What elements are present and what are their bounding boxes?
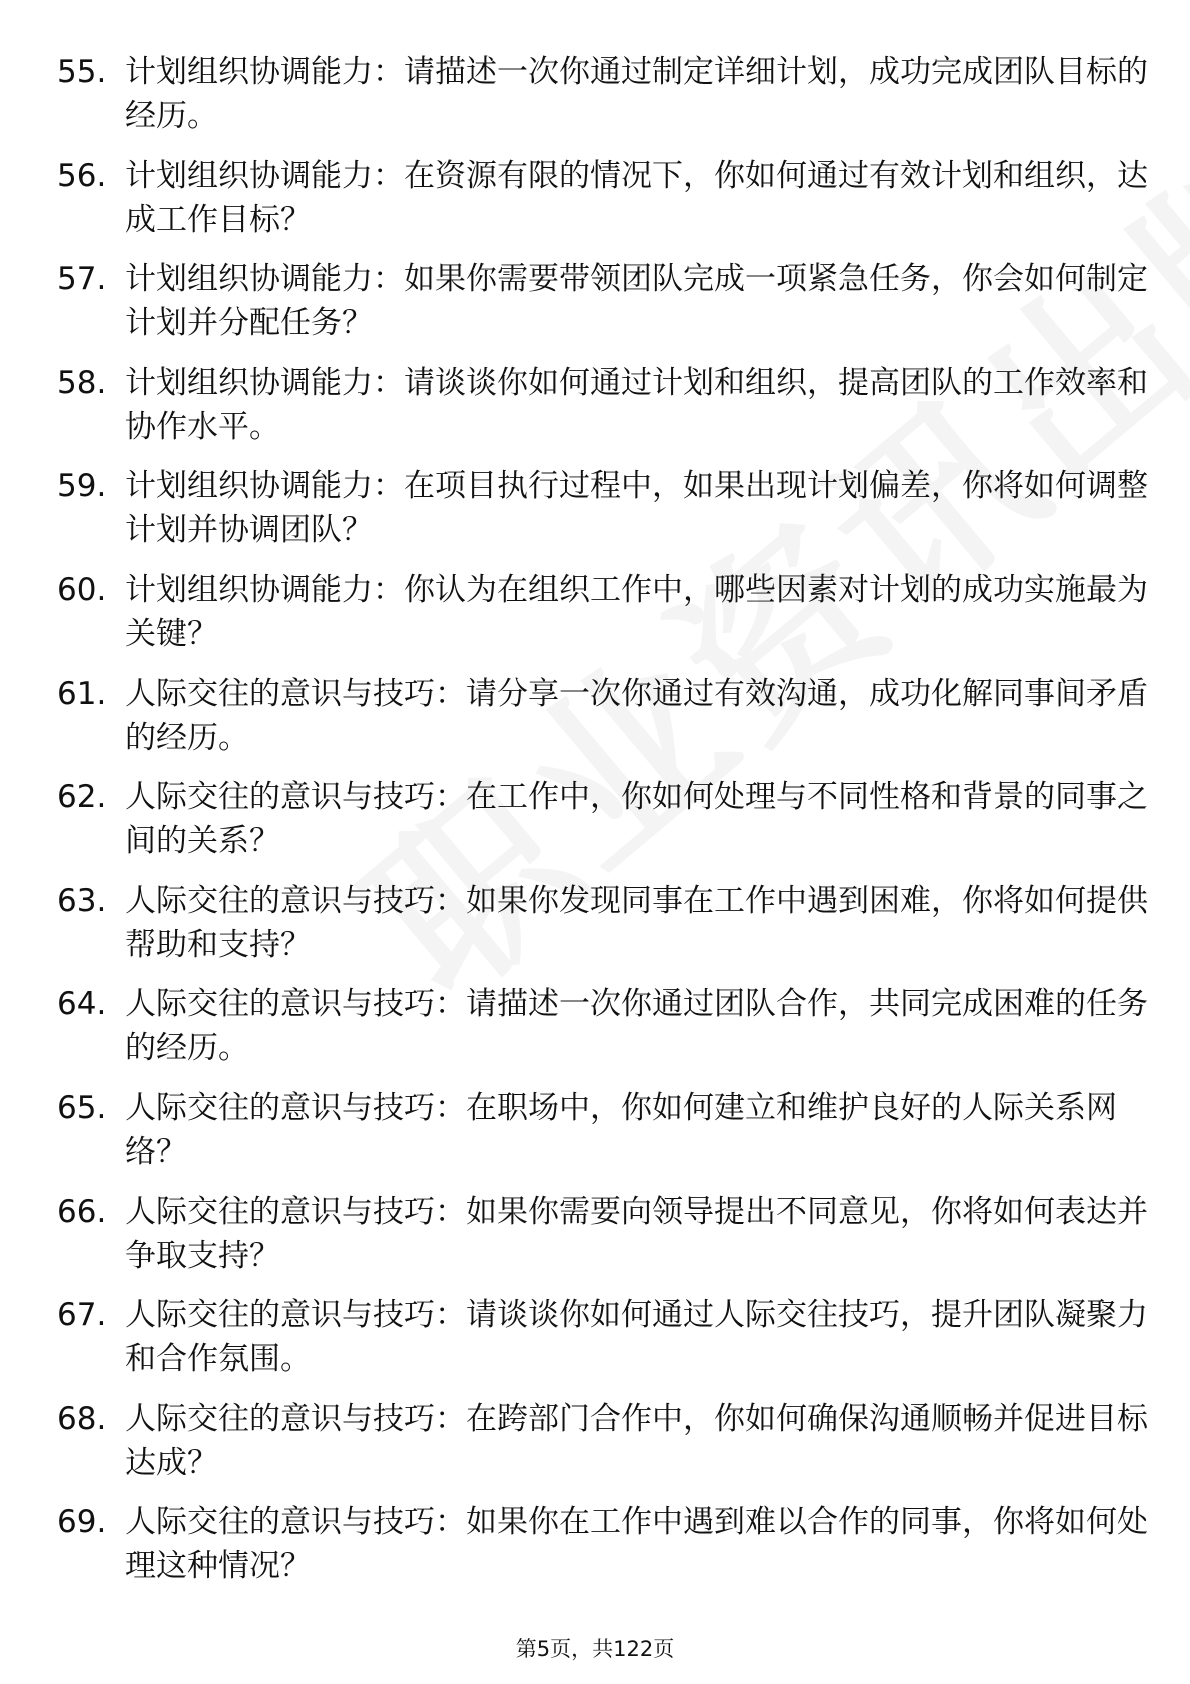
question-item bbox=[57, 464, 1148, 568]
question-item bbox=[57, 1293, 1148, 1397]
question-number: 56. bbox=[57, 157, 107, 194]
question-text: 计划组织协调能力：在资源有限的情况下，你如何通过有效计划和组织，达成工作目标？ bbox=[125, 157, 1148, 238]
question-item bbox=[57, 257, 1148, 361]
question-item bbox=[57, 154, 1148, 258]
question-text: 计划组织协调能力：你认为在组织工作中，哪些因素对计划的成功实施最为关键？ bbox=[125, 571, 1148, 652]
question-item bbox=[57, 568, 1148, 672]
question-item bbox=[57, 1086, 1137, 1190]
question-text: 人际交往的意识与技巧：如果你发现同事在工作中遇到困难，你将如何提供帮助和支持？ bbox=[125, 882, 1148, 963]
question-text: 人际交往的意识与技巧：在职场中，你如何建立和维护良好的人际关系网络？ bbox=[125, 1089, 1117, 1170]
question-text: 人际交往的意识与技巧：如果你在工作中遇到难以合作的同事，你将如何处理这种情况？ bbox=[125, 1504, 1148, 1585]
question-item bbox=[57, 50, 1148, 154]
question-text: 人际交往的意识与技巧：请谈谈你如何通过人际交往技巧，提升团队凝聚力和合作氛围。 bbox=[125, 1297, 1148, 1378]
question-item bbox=[57, 879, 1148, 983]
question-number: 68. bbox=[57, 1400, 107, 1437]
question-number: 57. bbox=[57, 261, 107, 298]
question-number: 55. bbox=[57, 54, 107, 90]
question-text: 人际交往的意识与技巧：请描述一次你通过团队合作，共同完成困难的任务的经历。 bbox=[125, 986, 1148, 1067]
question-number: 61. bbox=[57, 675, 107, 712]
question-text: 人际交往的意识与技巧：如果你需要向领导提出不同意见，你将如何表达并争取支持？ bbox=[125, 1193, 1148, 1274]
question-item bbox=[57, 982, 1148, 1086]
question-number: 62. bbox=[57, 779, 107, 816]
question-number: 58. bbox=[57, 364, 107, 401]
question-item bbox=[57, 672, 1148, 776]
question-text: 人际交往的意识与技巧：在跨部门合作中，你如何确保沟通顺畅并促进目标达成？ bbox=[125, 1400, 1148, 1481]
page-footer: 第5页，共122页 bbox=[515, 1637, 675, 1661]
question-number: 63. bbox=[57, 882, 107, 919]
question-item bbox=[57, 1500, 1148, 1604]
question-list bbox=[57, 50, 1148, 1604]
question-text: 人际交往的意识与技巧：在工作中，你如何处理与不同性格和背景的同事之间的关系？ bbox=[125, 779, 1148, 860]
question-text: 计划组织协调能力：在项目执行过程中，如果出现计划偏差，你将如何调整计划并协调团队？ bbox=[125, 468, 1148, 549]
question-text: 计划组织协调能力：请谈谈你如何通过计划和组织，提高团队的工作效率和协作水平。 bbox=[125, 364, 1148, 445]
question-item bbox=[57, 361, 1148, 465]
question-number: 60. bbox=[57, 571, 107, 608]
question-text: 人际交往的意识与技巧：请分享一次你通过有效沟通，成功化解同事间矛盾的经历。 bbox=[125, 675, 1148, 756]
question-number: 66. bbox=[57, 1193, 107, 1230]
question-number: 64. bbox=[57, 986, 107, 1023]
question-item bbox=[57, 1397, 1148, 1501]
question-number: 69. bbox=[57, 1504, 107, 1541]
question-text: 计划组织协调能力：如果你需要带领团队完成一项紧急任务，你会如何制定计划并分配任务？ bbox=[125, 261, 1148, 342]
question-item bbox=[57, 775, 1148, 879]
question-number: 59. bbox=[57, 468, 107, 505]
question-number: 67. bbox=[57, 1297, 107, 1334]
question-item bbox=[57, 1190, 1148, 1294]
question-text: 计划组织协调能力：请描述一次你通过制定详细计划，成功完成团队目标的经历。 bbox=[125, 54, 1148, 134]
question-number: 65. bbox=[57, 1089, 107, 1126]
